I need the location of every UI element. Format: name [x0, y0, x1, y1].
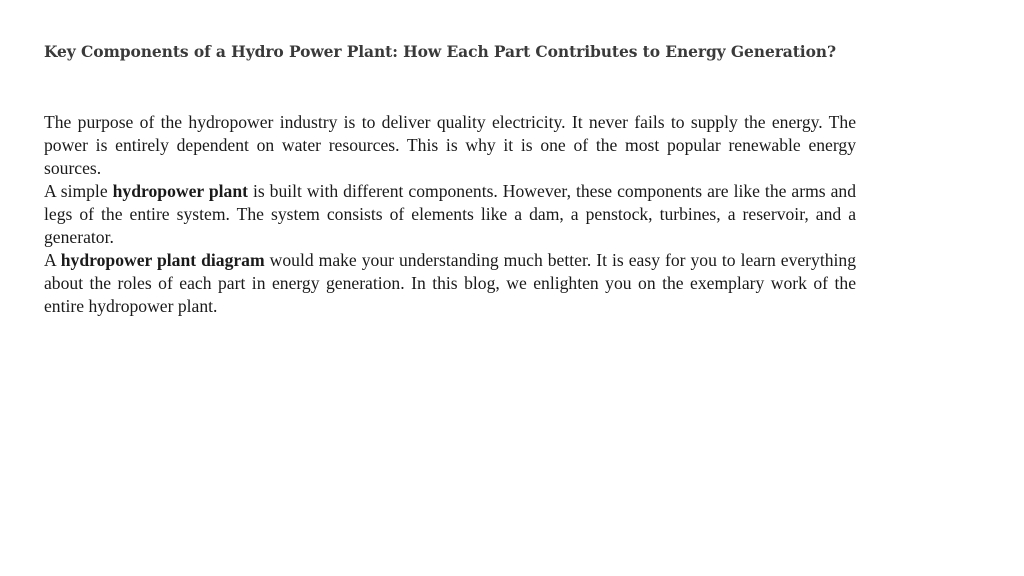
paragraph-components-lead: A simple — [44, 181, 113, 201]
document-slide — [44, 0, 856, 576]
paragraph-intro: The purpose of the hydropower industry is to deliver quality electricity. It never fails to supply the energy. The power is entirely dependent on water resources. This is why it is one of the most popular renewable energy sources. — [44, 112, 856, 178]
hydropower-plant-link-text: hydropower plant — [112, 181, 248, 201]
paragraph-components — [44, 180, 856, 249]
paragraph-components-rest: is built with different components. However, these components are like the arms and legs of the entire system. The system consists of elements like a dam, a penstock, turbines, a reservoir, and a generator. — [44, 181, 856, 247]
paragraph-diagram — [44, 249, 856, 318]
paragraph-diagram-lead: A — [44, 250, 61, 270]
paragraph-diagram-rest: would make your understanding much better. It is easy for you to learn everything about the roles of each part in energy generation. In this blog, we enlighten you on the exemplary work of the entire hydropower plant. — [44, 250, 856, 316]
page-title: Key Components of a Hydro Power Plant: How Each Part Contributes to Energy Generation? — [44, 42, 836, 61]
hydropower-plant-diagram-text: hydropower plant diagram — [60, 250, 265, 270]
body-text — [44, 111, 856, 318]
